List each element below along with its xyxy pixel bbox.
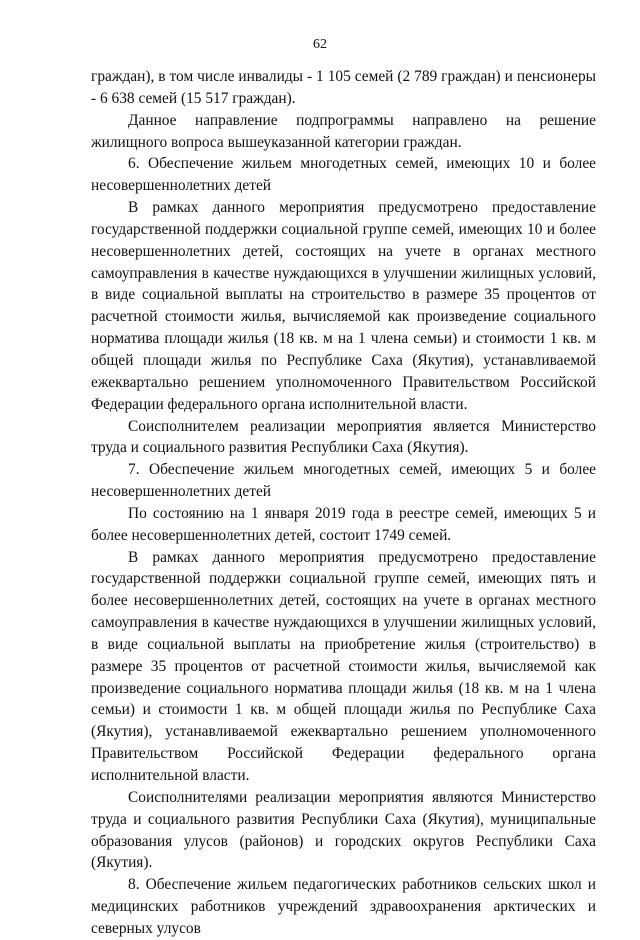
body-text [91, 66, 596, 940]
paragraph: В рамках данного мероприятия предусмотрено предоставление государственной поддержки социальной группе семей, имеющих 10 и более несовершеннолетних детей, состоящих на учете в органах местного самоуправления в качестве нуждающихся в улучшении жилищных условий, в виде социальной выплаты на строительство в размере 35 процентов от расчетной стоимости жилья, вычисляемой как произведение социального норматива площади жилья (18 кв. м на 1 члена семьи) и стоимости 1 кв. м общей площади жилья по Республике Саха (Якутия), устанавливаемой ежеквартально решением уполномоченного Правительством Российской Федерации федерального органа исполнительной власти. [91, 199, 596, 413]
paragraph-continuation: граждан), в том числе инвалиды - 1 105 семей (2 789 граждан) и пенсионеры - 6 638 семей (15 517 граждан). [91, 68, 596, 107]
page-number: 62 [313, 37, 327, 52]
paragraph: В рамках данного мероприятия предусмотрено предоставление государственной поддержки социальной группе семей, имеющих пять и более несовершеннолетних детей, состоящих на учете в органах местного самоуправления в качестве нуждающихся в улучшении жилищных условий, в виде социальной выплаты на приобретение жилья (строительство) в размере 35 процентов от расчетной стоимости жилья, вычисляемой как произведение социального норматива площади жилья (18 кв. м на 1 члена семьи) и стоимости 1 кв. м общей площади жилья по Республике Саха (Якутия), устанавливаемой ежеквартально решением уполномоченного Правительством Российской Федерации федерального органа исполнительной власти. [91, 548, 596, 784]
section-heading-7: 7. Обеспечение жильем многодетных семей, имеющих 5 и более несовершеннолетних детей [91, 461, 596, 501]
paragraph: Данное направление подпрограммы направлено на решение жилищного вопроса вышеуказанной категории граждан. [91, 111, 596, 151]
paragraph: По состоянию на 1 января 2019 года в реестре семей, имеющих 5 и более несовершеннолетних детей, состоит 1749 семей. [91, 504, 596, 544]
section-heading-6: 6. Обеспечение жильем многодетных семей, имеющих 10 и более несовершеннолетних детей [91, 155, 596, 195]
section-heading-8: 8. Обеспечение жильем педагогических работников сельских школ и медицинских работников учреждений здравоохранения арктических и северных улусов [91, 876, 596, 937]
paragraph: Соисполнителями реализации мероприятия являются Министерство труда и социального развития Республики Саха (Якутия), муниципальные образования улусов (районов) и городских округов Республики Саха (Якутия). [91, 788, 596, 872]
paragraph: Соисполнителем реализации мероприятия является Министерство труда и социального развития Республики Саха (Якутия). [91, 417, 596, 457]
